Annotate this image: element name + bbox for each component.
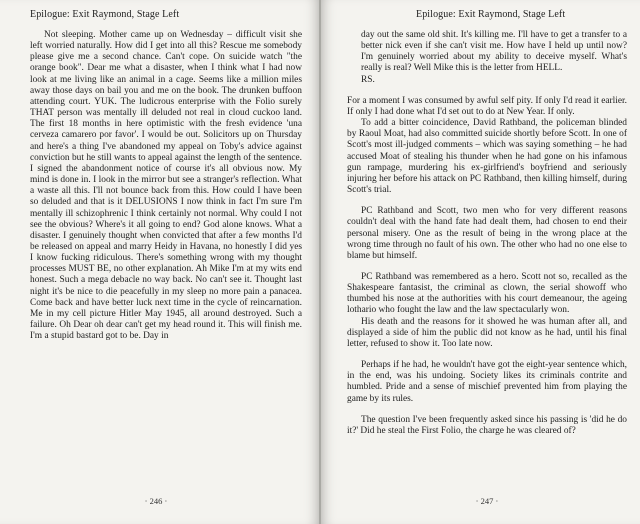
page-number-right: · 247 ·	[475, 496, 499, 506]
body-paragraph: PC Rathband and Scott, two men who for very different reasons couldn't deal with the hand fate had dealt them, had chosen to end their personal misery. One as the result of being in the wrong place at the wrong time through no fault of his own. The other who had no one else to blame but himself.	[347, 206, 627, 261]
right-page-body	[347, 30, 627, 437]
left-page-body	[30, 30, 302, 342]
body-paragraph: For a moment I was consumed by awful self pity. If only I'd read it earlier. If only I had done what I'd set out to do at New Year. If only.	[347, 95, 627, 117]
right-page	[321, 0, 640, 524]
letter-paragraph: Not sleeping. Mother came up on Wednesday – difficult visit she left worried naturally. How did I get into all this? Rescue me somebody please give me a second chance. Can't cope. On suicide watch "the orange book". Dear me what a disaster, when I think what I had now look at me living like an animal in a cage. Seems like a million miles away those days on bail you and me on the book. The drunken buffoon attending court. YUK. The ludicrous enterprise with the Folio surely THAT person was mentally ill deluded not real in cloud cuckoo land. The first 18 months in here optimistic with the fresh evidence 'una cerveza camarero por favor'. I would be out. Solicitors up on Thursday and here's a thing I've abandoned my appeal on Toby's advice against conviction but he still wants to appeal against the length of the sentence. I signed the abandonment notice of course it's all obvious now. My mind is done in. I look in the mirror but see a stranger's reflection. What a waste all this. I'll not bounce back from this. How could I have been so deluded and that is it DELUSIONS I now think in fact I'm sure I'm mentally ill schizophrenic I think certainly not normal. Why could I not see the obvious? Where's it all going to end? God alone knows. What a disaster. I genuinely thought when convicted that after a few months I'd be released on appeal and marry Heidy in Havana, no honestly I did yes I know fucking ridiculous. There's something wrong with my thought processes MUST BE, no other explanation. Ah Mike I'm at my wits end honest. Such a mega debacle no way back. No can't see it. Thought last night it's be nice to die peacefully in my sleep no more pain a panacea. Come back and have better luck next time in the cycle of reincarnation. Me in my cell picture Hitler May 1945, all around destroyed. Such a failure. Oh Dear oh dear can't get my head round it. This will finish me. I'm a stupid bastard got to be. Day in	[30, 30, 302, 342]
body-paragraph: To add a bitter coincidence, David Rathband, the policeman blinded by Raoul Moat, had also committed suicide shortly before Scott. In one of Scott's most ill-judged comments – which was saying something – he had accused Moat of stealing his thunder when he had gone on his infamous gun rampage, murdering his ex-girlfriend's boyfriend and seriously injuring her before his attack on PC Rathband, then killing himself, during Scott's trial.	[347, 118, 627, 196]
page-number-left: · 246 ·	[144, 496, 168, 506]
body-paragraph: Perhaps if he had, he wouldn't have got the eight-year sentence which, in the end, was his undoing. Society likes its criminals contrite and humbled. Pride and a sense of mischief prevented him from playing the game by its rules.	[347, 360, 627, 404]
body-paragraph: The question I've been frequently asked since his passing is 'did he do it?' Did he steal the First Folio, the charge he was cleared of?	[347, 414, 627, 436]
body-paragraph: PC Rathband was remembered as a hero. Scott not so, recalled as the Shakespeare fantasist, the criminal as clown, the serial showoff who thumbed his nose at the authorities with his court demeanour, the ageing lothario who fought the law and the law spectacularly won.	[347, 271, 627, 316]
body-paragraph: His death and the reasons for it showed he was human after all, and displayed a side of him the public did not know as he had, until his final letter, refused to show it. Too late now.	[347, 316, 627, 349]
letter-continuation	[347, 30, 627, 86]
letter-signature: RS.	[361, 74, 375, 85]
letter-end-text: day out the same old shit. It's killing me. I'll have to get a transfer to a better nick even if she can't visit me. How have I held up until now? I'm genuinely worried about my ability to deceive myself. What's really is real? Well Mike this is the letter from HELL.	[361, 30, 627, 74]
running-head-right: Epilogue: Exit Raymond, Stage Left	[416, 9, 566, 20]
left-page	[0, 0, 319, 524]
running-head-left: Epilogue: Exit Raymond, Stage Left	[30, 9, 180, 20]
